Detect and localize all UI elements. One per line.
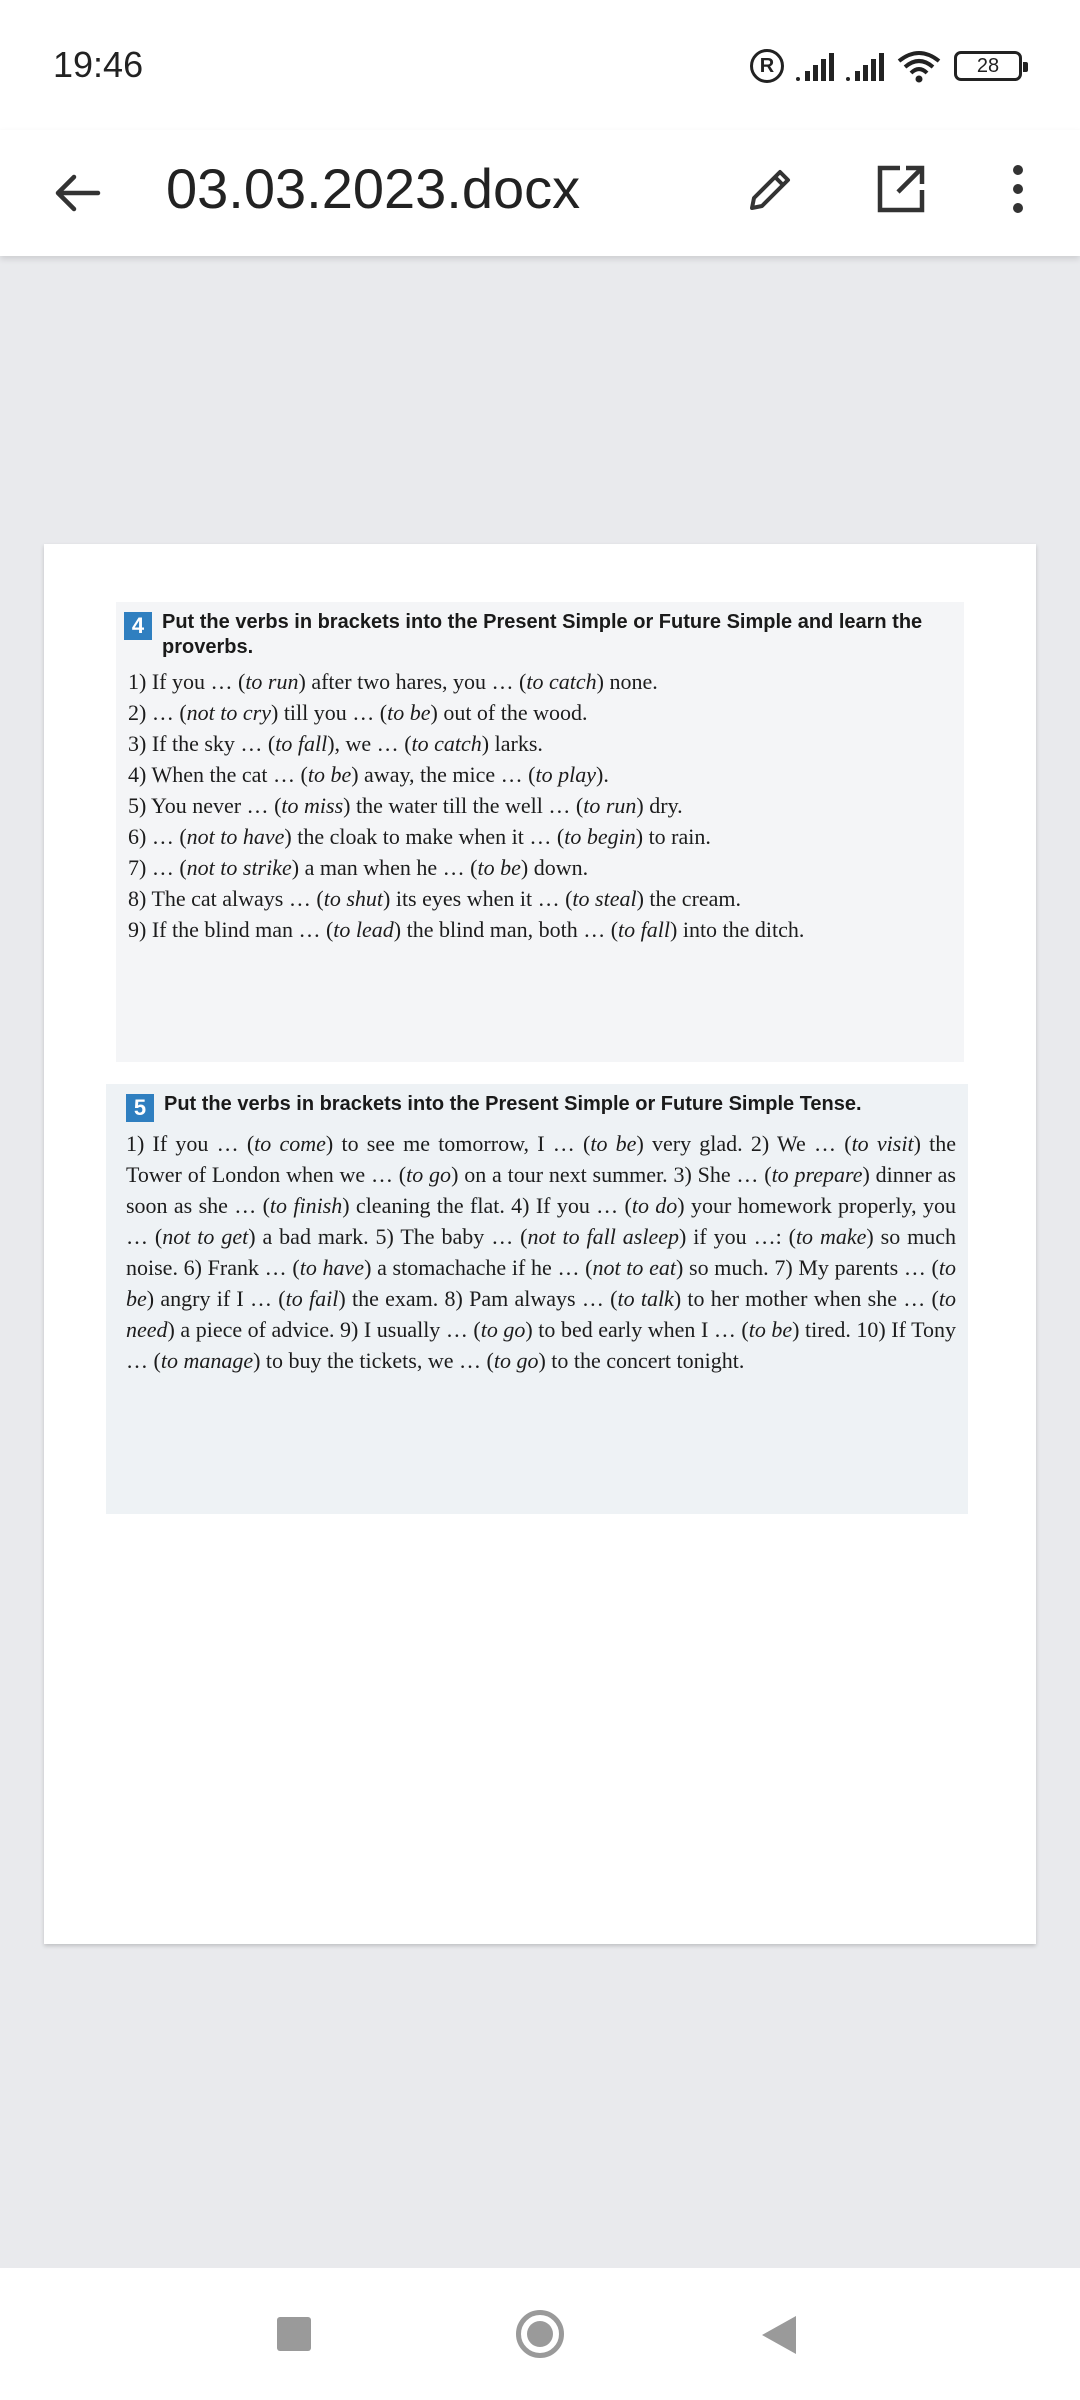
verb-hint: not to fall asleep [527,1224,680,1249]
text-fragment: away, the mice … [358,762,529,787]
text-fragment: ) a piece of advice. 9) I usually … ( [167,1317,481,1342]
exercise-5-header [126,1092,956,1122]
verb-hint: to be [126,1255,956,1311]
text-fragment: none. [603,669,658,694]
edit-button[interactable] [738,156,804,222]
list-item: 9) If the blind man … (to lead) the blind man, both … (to fall) into the ditch. [128,917,805,942]
item-number: 6) [128,824,152,849]
text-fragment: … [151,855,180,880]
text-fragment: 1) If you … ( [126,1131,255,1156]
list-item: 2) … (not to cry) till you … (to be) out of the wood. [128,700,588,725]
list-item: 6) … (not to have) the cloak to make when it … (to begin) to rain. [128,824,711,849]
text-fragment: ) cleaning the flat. 4) If you … ( [342,1193,632,1218]
list-item: 7) … (not to strike) a man when he … (to be) down. [128,855,589,880]
text-fragment: the water till the well … [350,793,576,818]
exercise-4-title: Put the verbs in brackets into the Present Simple or Future Simple and learn the proverbs. [162,611,923,658]
verb-hint: to go [493,1348,539,1373]
verb-hint: to go [406,1162,452,1187]
document-title: 03.03.2023.docx [166,157,581,220]
text-fragment: ) to the concert tonight. [538,1348,745,1373]
item-number: 8) [128,886,152,911]
document-page [44,544,1036,1944]
wifi-icon [896,49,942,83]
list-item: 4) When the cat … (to be) away, the mice … (to play). [128,762,609,787]
text-fragment: ) tired. 10) If Tony … ( [126,1317,956,1373]
exercise-5-text [126,1128,956,1376]
verb-hint: to play [535,762,596,787]
text-fragment: You never … [151,793,275,818]
app-bar [0,130,1080,256]
back-button[interactable] [44,160,110,226]
text-fragment: ) to see me tomorrow, I … ( [325,1131,591,1156]
item-number: 7) [128,855,152,880]
verb-hint: to be [307,762,352,787]
verb-hint: to lead [333,917,394,942]
text-fragment: after two hares, you … [305,669,520,694]
verb-hint: to talk [617,1286,674,1311]
battery-icon: 28 [954,51,1022,81]
document-viewer[interactable] [0,256,1080,2268]
text-fragment: If you … [151,669,238,694]
text-fragment: the cloak to make when it … [291,824,557,849]
text-fragment: into the ditch. [677,917,805,942]
exercise-4-list [124,666,954,945]
verb-hint: to fall [275,731,328,756]
verb-hint: to be [590,1131,637,1156]
item-number: 5) [128,793,152,818]
navigation-bar [0,2268,1080,2400]
text-fragment: . [603,762,609,787]
list-item: 5) You never … (to miss) the water till the well … (to run) dry. [128,793,683,818]
status-icons [750,44,1022,88]
text-fragment: to rain. [643,824,711,849]
verb-hint: to have [299,1255,365,1280]
signal-icon [796,51,834,81]
open-external-icon [874,162,928,216]
verb-hint: not to eat [592,1255,676,1280]
text-fragment: ) very glad. 2) We … ( [636,1131,852,1156]
text-fragment: the cream. [643,886,742,911]
back-triangle-icon[interactable] [762,2316,796,2354]
text-fragment: ) a stomachache if he … ( [364,1255,593,1280]
verb-hint: to be [748,1317,793,1342]
status-time: 19:46 [53,44,144,85]
text-fragment: … [151,824,180,849]
text-fragment: ) angry if I … ( [146,1286,286,1311]
more-options-button[interactable] [988,156,1048,222]
text-fragment: till you … [278,700,380,725]
text-fragment: When the cat … [151,762,301,787]
text-fragment: ) the exam. 8) Pam always … ( [338,1286,618,1311]
verb-hint: to shut [323,886,383,911]
verb-hint: to prepare [771,1162,863,1187]
verb-hint: to catch [411,731,482,756]
verb-hint: to come [254,1131,326,1156]
text-fragment: ) so much. 7) My parents … ( [675,1255,939,1280]
item-number: 4) [128,762,152,787]
text-fragment: a man when he … [299,855,471,880]
verb-hint: to go [480,1317,526,1342]
recent-apps-icon[interactable] [277,2317,311,2351]
text-fragment: … [151,700,180,725]
exercise-5-image [106,1084,968,1514]
text-fragment: the blind man, both … [401,917,611,942]
verb-hint: not to cry [186,700,271,725]
text-fragment: ) the Tower of London when we … ( [126,1131,956,1187]
text-fragment: , we … [334,731,405,756]
verb-hint: to catch [526,669,597,694]
status-bar [0,0,1080,130]
exercise-4-header [124,610,954,660]
text-fragment: ) to bed early when I … ( [525,1317,749,1342]
verb-hint: to be [387,700,431,725]
text-fragment: out of the wood. [437,700,588,725]
exercise-4-image [116,602,964,1062]
signal-icon [846,51,884,81]
verb-hint: to fail [285,1286,339,1311]
exercise-number-badge: 5 [126,1094,154,1122]
text-fragment: its eyes when it … [390,886,566,911]
open-in-new-button[interactable] [868,156,934,222]
pencil-icon [744,162,798,216]
verb-hint: to steal [572,886,637,911]
text-fragment: The cat always … [151,886,317,911]
text-fragment: ) so much noise. 6) Frank … ( [126,1224,957,1280]
item-number: 1) [128,669,152,694]
arrow-back-icon [52,173,102,213]
verb-hint: to be [477,855,521,880]
verb-hint: to do [631,1193,678,1218]
text-fragment: larks. [489,731,543,756]
list-item: 8) The cat always … (to shut) its eyes when it … (to steal) the cream. [128,886,742,911]
item-number: 3) [128,731,152,756]
verb-hint: not to have [186,824,285,849]
list-item: 1) If you … (to run) after two hares, you … (to catch) none. [128,669,658,694]
item-number: 9) [128,917,152,942]
registered-icon: R [750,49,784,83]
verb-hint: to run [583,793,637,818]
text-fragment: ) a bad mark. 5) The baby … ( [248,1224,528,1249]
text-fragment: ) to her mother when she … ( [673,1286,939,1311]
verb-hint: to finish [269,1193,343,1218]
item-number: 2) [128,700,152,725]
verb-hint: to miss [281,793,344,818]
text-fragment: ) dinner as soon as she … ( [126,1162,956,1218]
verb-hint: not to strike [186,855,292,880]
home-icon[interactable] [516,2310,564,2358]
verb-hint: not to get [162,1224,249,1249]
verb-hint: to visit [851,1131,914,1156]
verb-hint: to fall [618,917,670,942]
verb-hint: to make [795,1224,867,1249]
text-fragment: down. [528,855,589,880]
text-fragment: ) your homework properly, you … ( [126,1193,957,1249]
verb-hint: to need [126,1286,956,1342]
list-item: 3) If the sky … (to fall), we … (to catch) larks. [128,731,543,756]
exercise-5-title: Put the verbs in brackets into the Present Simple or Future Simple Tense. [164,1093,862,1115]
verb-hint: to run [245,669,299,694]
text-fragment: ) to buy the tickets, we … ( [253,1348,494,1373]
verb-hint: to manage [160,1348,254,1373]
text-fragment: ) on a tour next summer. 3) She … ( [451,1162,772,1187]
exercise-number-badge: 4 [124,612,152,640]
text-fragment: ) if you …: ( [679,1224,796,1249]
verb-hint: to begin [564,824,636,849]
more-vert-icon [1010,162,1026,216]
text-fragment: If the sky … [151,731,268,756]
text-fragment: If the blind man … [151,917,326,942]
text-fragment: dry. [643,793,683,818]
